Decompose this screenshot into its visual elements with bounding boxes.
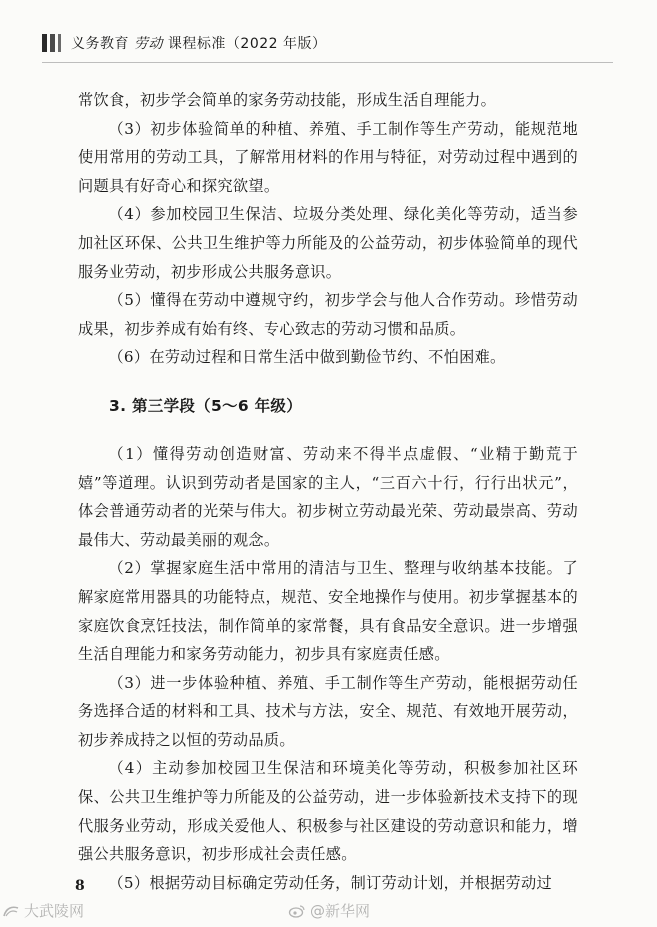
- header-divider: [42, 62, 613, 63]
- watermark-left-text: 大武陵网: [24, 902, 85, 920]
- header-title-part1: 义务教育: [71, 36, 129, 52]
- section-heading: 3. 第三学段（5～6 年级）: [109, 396, 303, 415]
- paragraph: （3）初步体验简单的种植、养殖、手工制作等生产劳动，能规范地使用常用的劳动工具，了解常用材料的作用与特征，对劳动过程中遇到的问题具有好奇心和探究欲望。: [78, 119, 578, 195]
- header-title-italic: 劳动: [133, 36, 163, 52]
- page-number: 8: [75, 878, 85, 894]
- watermark-left: [2, 900, 84, 921]
- paragraph: 常饮食，初步学会简单的家务劳动技能，形成生活自理能力。: [78, 91, 497, 109]
- paragraph: （4）主动参加校园卫生保洁和环境美化等劳动，积极参加社区环保、公共卫生维护等力所能及的公益劳动，进一步体验新技术支持下的现代服务业劳动，形成关爱他人、积极参与社区建设的劳动意识和能力，增强公共服务意识，初步形成社会责任感。: [78, 759, 578, 864]
- paragraph: （6）在劳动过程和日常生活中做到勤俭节约、不怕困难。: [108, 348, 506, 367]
- watermark-right: [288, 900, 370, 921]
- paragraph: （1）懂得劳动创造财富、劳动来不得半点虚假、“业精于勤荒于嬉”等道理。认识到劳动者是国家的主人，“三百六十行，行行出状元”，体会普通劳动者的光荣与伟大。初步树立劳动最光荣、劳动最崇高、劳动最伟大、劳动最美丽的观念。: [78, 444, 578, 549]
- paragraph: （4）参加校园卫生保洁、垃圾分类处理、绿化美化等劳动，适当参加社区环保、公共卫生维护等力所能及的公益劳动，初步体验简单的现代服务业劳动，初步形成公共服务意识。: [78, 205, 578, 281]
- weibo-icon: [288, 904, 306, 918]
- header-title: [71, 33, 327, 53]
- header-title-part2: 课程标准（2022 年版）: [167, 36, 327, 52]
- watermark-right-text: @新华网: [310, 902, 371, 920]
- watermark-logo-icon: [2, 904, 20, 918]
- paragraph: （5）根据劳动目标确定劳动任务，制订劳动计划，并根据劳动过: [108, 873, 553, 892]
- paragraph: （5）懂得在劳动中遵规守约，初步学会与他人合作劳动。珍惜劳动成果，初步养成有始有终、专心致志的劳动习惯和品质。: [78, 291, 578, 338]
- header-bars-decoration: [42, 34, 61, 52]
- paragraph: （3）进一步体验种植、养殖、手工制作等生产劳动，能根据劳动任务选择合适的材料和工具、技术与方法，安全、规范、有效地开展劳动，初步养成持之以恒的劳动品质。: [78, 673, 578, 749]
- running-header: [42, 32, 327, 54]
- body-text: [78, 86, 578, 897]
- paragraph: （2）掌握家庭生活中常用的清洁与卫生、整理与收纳基本技能。了解家庭常用器具的功能特点，规范、安全地操作与使用。初步掌握基本的家庭饮食烹饪技法，制作简单的家常餐，具有食品安全意识。进一步增强生活自理能力和家务劳动能力，初步具有家庭责任感。: [78, 559, 578, 664]
